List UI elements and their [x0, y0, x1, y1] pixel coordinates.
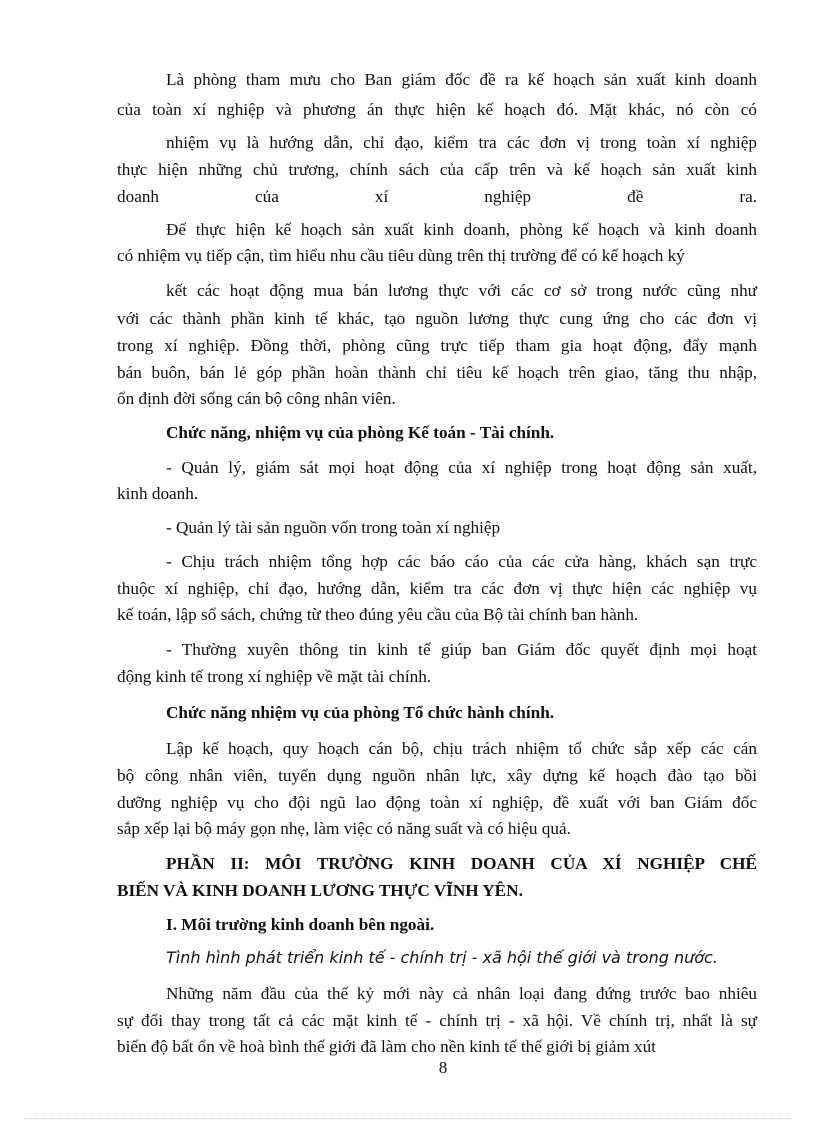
text-line: có nhiệm vụ tiếp cận, tìm hiểu nhu cầu tiêu dùng trên thị trường để có kế hoạch ký — [117, 246, 685, 265]
text-line: biến độ bất ổn về hoà bình thế giới đã làm cho nền kinh tế thế giới bị giảm xút — [117, 1037, 656, 1056]
text-line: thuộc xí nghiệp, chỉ đạo, hướng dẫn, kiểm tra các đơn vị thực hiện các nghiệp vụ — [117, 579, 757, 598]
text-line: Là phòng tham mưu cho Ban giám đốc đề ra kế hoạch sản xuất kinh doanh — [166, 70, 757, 89]
part-heading: BIẾN VÀ KINH DOANH LƯƠNG THỰC VĨNH YÊN. — [117, 881, 523, 900]
text-line: với các thành phần kinh tế khác, tạo nguồn lương thực cung ứng cho các đơn vị — [117, 309, 757, 328]
text-line: - Thường xuyên thông tin kinh tế giúp ban Giám đốc quyết định mọi hoạt — [166, 640, 757, 659]
text-line: bộ công nhân viên, tuyển dụng nguồn nhân lực, xây dựng kế hoạch đào tạo bồi — [117, 766, 757, 785]
text-line: của toàn xí nghiệp và phương án thực hiện kế hoạch đó. Mặt khác, nó còn có — [117, 100, 757, 119]
text-line: Lập kế hoạch, quy hoạch cán bộ, chịu trách nhiệm tổ chức sắp xếp các cán — [166, 739, 757, 758]
text-line: thực hiện những chủ trương, chính sách của cấp trên và kế hoạch sản xuất kinh — [117, 160, 757, 179]
section-heading: Chức năng nhiệm vụ của phòng Tổ chức hành chính. — [166, 703, 555, 722]
subsection-heading: I. Môi trường kinh doanh bên ngoài. — [166, 915, 435, 934]
text-line: ổn định đời sống cán bộ công nhân viên. — [117, 389, 396, 408]
page-bottom-divider — [24, 1118, 792, 1119]
text-line: nhiệm vụ là hướng dẫn, chỉ đạo, kiểm tra các đơn vị trong toàn xí nghiệp — [166, 133, 757, 152]
text-line: dưỡng nghiệp vụ cho đội ngũ lao động toàn xí nghiệp, đề xuất với ban Giám đốc — [117, 793, 757, 812]
text-line: trong xí nghiệp. Đồng thời, phòng cũng trực tiếp tham gia hoạt động, đẩy mạnh — [117, 336, 757, 355]
text-line: - Quản lý, giám sát mọi hoạt động của xí nghiệp trong hoạt động sản xuất, — [166, 458, 757, 477]
text-line: - Quản lý tài sản nguồn vốn trong toàn xí nghiệp — [166, 518, 501, 537]
text-line: Những năm đầu của thế kỷ mới này cả nhân loại đang đứng trước bao nhiêu — [166, 984, 757, 1003]
text-line: Để thực hiện kế hoạch sản xuất kinh doanh, phòng kế hoạch và kinh doanh — [166, 220, 757, 239]
text-line: kinh doanh. — [117, 484, 199, 503]
text-line: sắp xếp lại bộ máy gọn nhẹ, làm việc có năng suất và có hiệu quả. — [117, 819, 571, 838]
part-heading: PHẦN II: MÔI TRƯỜNG KINH DOANH CỦA XÍ NGHIỆP CHẾ — [166, 854, 757, 873]
text-line: doanh của xí nghiệp đề ra. — [117, 187, 757, 206]
text-line: bán buôn, bán lẻ góp phần hoàn thành chỉ tiêu kế hoạch trên giao, tăng thu nhập, — [117, 363, 757, 382]
text-line: - Chịu trách nhiệm tổng hợp các báo cáo của các cửa hàng, khách sạn trực — [166, 552, 757, 571]
text-line: động kinh tế trong xí nghiệp về mặt tài chính. — [117, 667, 432, 686]
section-heading: Chức năng, nhiệm vụ của phòng Kế toán - Tài chính. — [166, 423, 555, 442]
italic-heading: Tình hình phát triển kinh tế - chính trị - xã hội thế giới và trong nước. — [166, 948, 718, 967]
text-line: kết các hoạt động mua bán lương thực với các cơ sở trong nước cũng như — [166, 281, 757, 300]
text-line: kế toán, lập sổ sách, chứng từ theo đúng yêu cầu của Bộ tài chính ban hành. — [117, 605, 639, 624]
page-number: 8 — [438, 1058, 448, 1077]
text-line: sự đổi thay trong tất cả các mặt kinh tế - chính trị - xã hội. Về chính trị, nhất là sự — [117, 1011, 757, 1030]
